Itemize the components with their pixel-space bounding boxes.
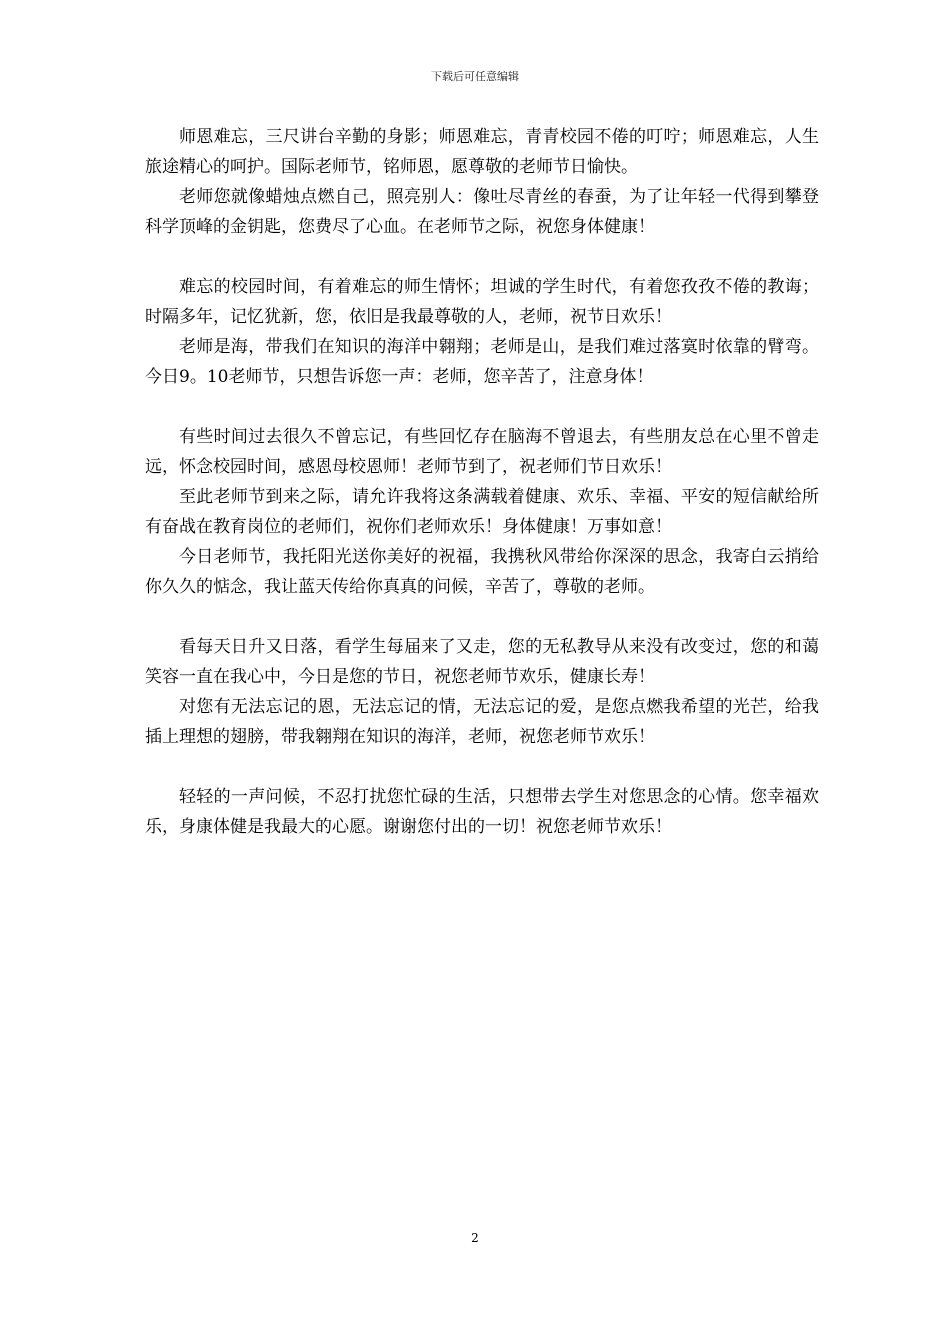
- paragraph-7: 今日老师节，我托阳光送你美好的祝福，我携秋风带给你深深的思念，我寄白云捎给你久久的惦念，我让蓝天传给你真真的问候，辛苦了，尊敬的老师。: [145, 547, 819, 597]
- paragraph-10: 轻轻的一声问候，不忍打扰您忙碌的生活，只想带去学生对您思念的心情。您幸福欢乐，身康体健是我最大的心愿。谢谢您付出的一切！祝您老师节欢乐！: [145, 787, 819, 837]
- paragraph-8: 看每天日升又日落，看学生每届来了又走，您的无私教导从来没有改变过，您的和蔼笑容一直在我心中，今日是您的节日，祝您老师节欢乐，健康长寿！: [145, 637, 819, 687]
- paragraph-2: 老师您就像蜡烛点燃自己，照亮别人：像吐尽青丝的春蚕，为了让年轻一代得到攀登科学顶峰的金钥匙，您费尽了心血。在老师节之际，祝您身体健康！: [145, 187, 819, 237]
- paragraph-6: 至此老师节到来之际，请允许我将这条满载着健康、欢乐、幸福、平安的短信献给所有奋战在教育岗位的老师们，祝你们老师欢乐！身体健康！万事如意！: [145, 487, 819, 537]
- paragraph-4: 老师是海，带我们在知识的海洋中翱翔；老师是山，是我们难过落寞时依靠的臂弯。今日9。10老师节，只想告诉您一声：老师，您辛苦了，注意身体！: [145, 337, 819, 387]
- page-header: 下载后可任意编辑: [431, 70, 519, 83]
- page-number: 2: [471, 1231, 479, 1245]
- paragraph-5: 有些时间过去很久不曾忘记，有些回忆存在脑海不曾退去，有些朋友总在心里不曾走远，怀念校园时间，感恩母校恩师！老师节到了，祝老师们节日欢乐！: [145, 427, 819, 477]
- paragraph-1: 师恩难忘，三尺讲台辛勤的身影；师恩难忘，青青校园不倦的叮咛；师恩难忘，人生旅途精心的呵护。国际老师节，铭师恩，愿尊敬的老师节日愉快。: [145, 127, 819, 177]
- paragraph-9: 对您有无法忘记的恩，无法忘记的情，无法忘记的爱，是您点燃我希望的光芒，给我插上理想的翅膀，带我翱翔在知识的海洋，老师，祝您老师节欢乐！: [145, 697, 819, 747]
- document-body: [145, 122, 819, 842]
- paragraph-3: 难忘的校园时间，有着难忘的师生情怀；坦诚的学生时代，有着您孜孜不倦的教诲；时隔多年，记忆犹新，您，依旧是我最尊敬的人，老师，祝节日欢乐！: [145, 277, 819, 327]
